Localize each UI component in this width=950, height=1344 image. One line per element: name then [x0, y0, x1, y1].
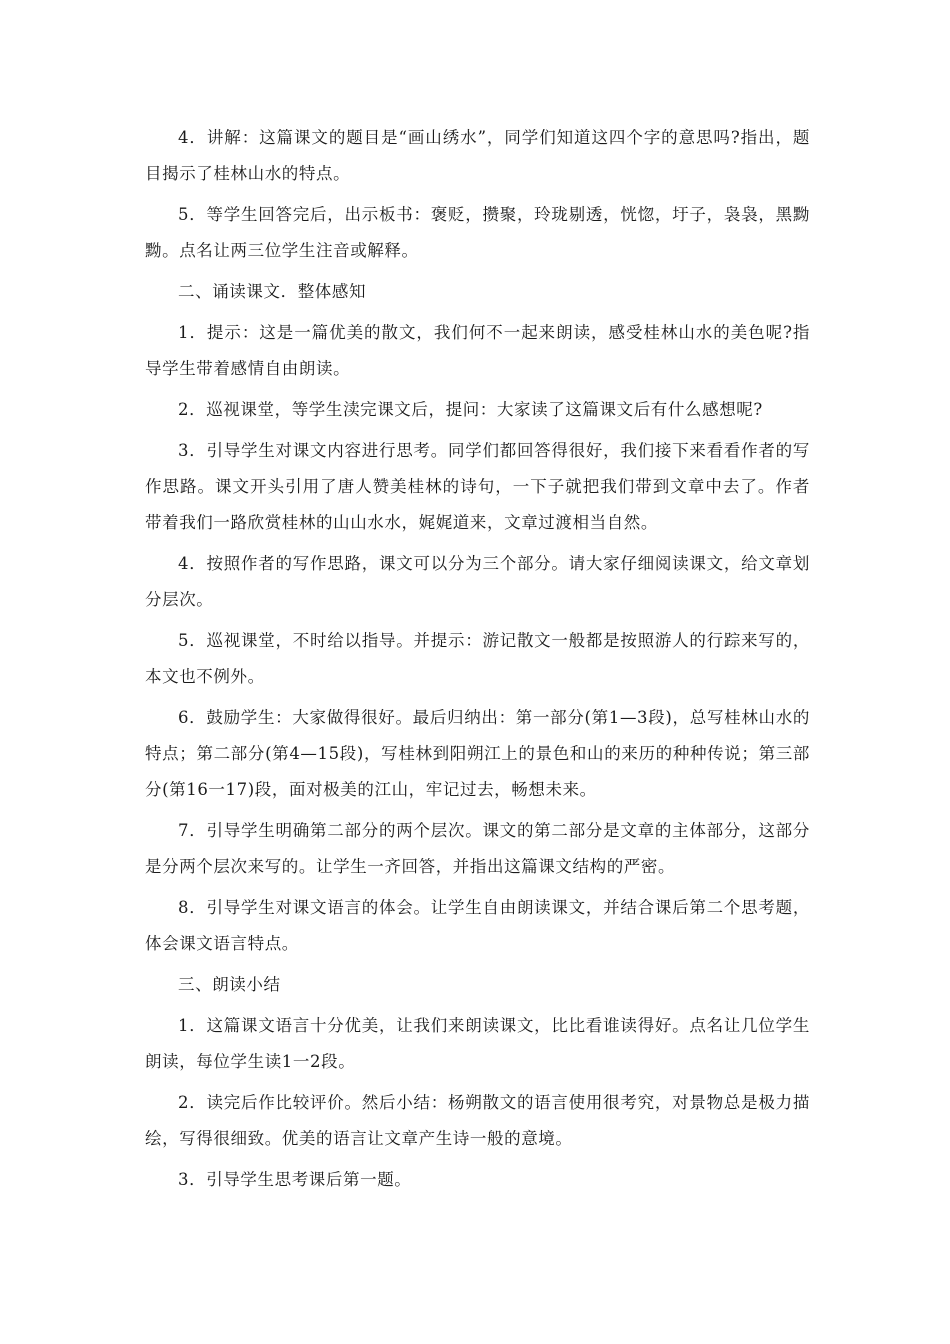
item-8-language: 8．引导学生对课文语言的体会。让学生自由朗读课文，并结合课后第二个思考题，体会课文语言特点。: [145, 898, 810, 953]
item-3-question: 3．引导学生思考课后第一题。: [178, 1170, 412, 1189]
item-7-levels: 7．引导学生明确第二部分的两个层次。课文的第二部分是文章的主体部分，这部分是分两个层次来写的。让学生一齐回答，并指出这篇课文结构的严密。: [145, 821, 810, 876]
section-2-heading: 二、诵读课文．整体感知: [178, 282, 367, 301]
item-5-vocabulary: 5．等学生回答完后，出示板书：褒贬，攒聚，玲珑剔透，恍惚，圩子，袅袅，黑黝黝。点名让两三位学生注音或解释。: [145, 205, 810, 260]
item-3-guide-thinking: 3．引导学生对课文内容进行思考。同学们都回答得很好，我们接下来看看作者的写作思路。课文开头引用了唐人赞美桂林的诗句，一下子就把我们带到文章中去了。作者带着我们一路欣赏桂林的山山水水，娓娓道来，文章过渡相当自然。: [145, 441, 810, 532]
item-4-structure: 4．按照作者的写作思路，课文可以分为三个部分。请大家仔细阅读课文，给文章划分层次。: [145, 554, 810, 609]
item-4-explain-title: 4．讲解：这篇课文的题目是“画山绣水”，同学们知道这四个字的意思吗?指出，题目揭示了桂林山水的特点。: [145, 128, 810, 183]
item-1-read-aloud: 1．这篇课文语言十分优美，让我们来朗读课文，比比看谁读得好。点名让几位学生朗读，每位学生读1一2段。: [145, 1016, 810, 1071]
item-2-evaluate: 2．读完后作比较评价。然后小结：杨朔散文的语言使用很考究，对景物总是极力描绘，写得很细致。优美的语言让文章产生诗一般的意境。: [145, 1093, 810, 1148]
section-3-heading: 三、朗读小结: [178, 975, 281, 994]
item-2-patrol: 2．巡视课堂，等学生渎完课文后，提问：大家读了这篇课文后有什么感想呢?: [178, 400, 763, 419]
item-5-hint: 5．巡视课堂，不时给以指导。并提示：游记散文一般都是按照游人的行踪来写的，本文也不例外。: [145, 631, 810, 686]
item-1-prompt: 1．提示：这是一篇优美的散文，我们何不一起来朗读，感受桂林山水的美色呢?指导学生带着感情自由朗读。: [145, 323, 810, 378]
item-6-encourage: 6．鼓励学生：大家做得很好。最后归纳出：第一部分(第1—3段)，总写桂林山水的特点；第二部分(第4—15段)，写桂林到阳朔江上的景色和山的来历的种种传说；第三部分(第16一17)段，面对极美的江山，牢记过去，畅想未来。: [145, 708, 810, 799]
